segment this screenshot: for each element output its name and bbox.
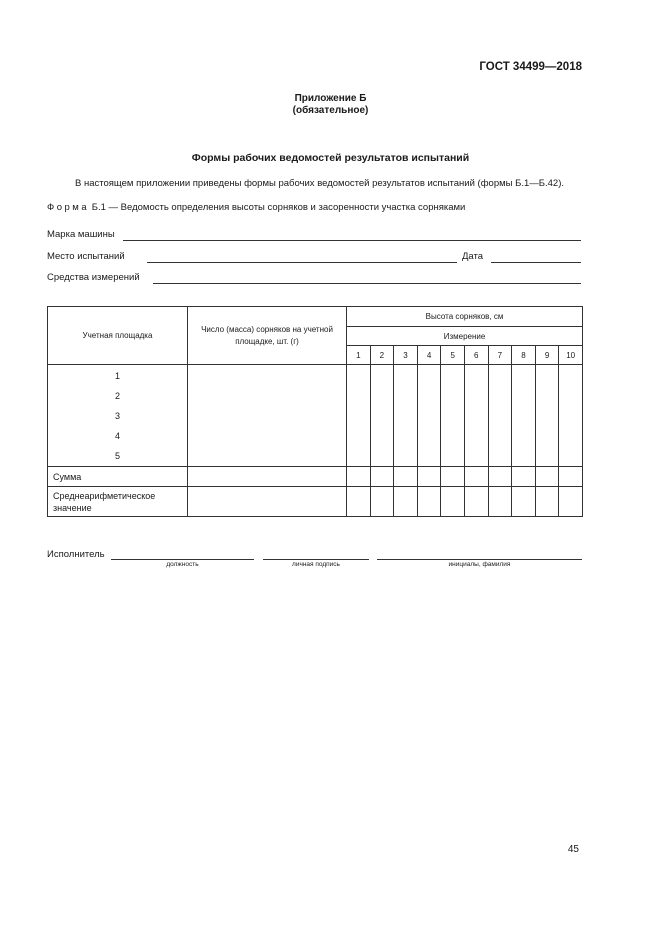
measurement-number: 8 bbox=[512, 346, 536, 365]
measurement-number: 2 bbox=[370, 346, 394, 365]
height-cell[interactable] bbox=[347, 467, 371, 487]
table-row-mean bbox=[48, 487, 583, 517]
plot-number: 5 bbox=[114, 451, 120, 461]
appendix-title: Приложение Б bbox=[294, 93, 367, 104]
plot-number: 3 bbox=[114, 411, 120, 421]
plot-number: 4 bbox=[114, 431, 120, 441]
height-cell[interactable] bbox=[417, 365, 441, 467]
measurement-number: 3 bbox=[394, 346, 418, 365]
height-cell[interactable] bbox=[347, 365, 371, 467]
appendix-status: (обязательное) bbox=[292, 105, 369, 116]
sum-label: Сумма bbox=[48, 467, 188, 487]
machine-input-line[interactable] bbox=[123, 240, 581, 241]
count-cell[interactable] bbox=[188, 467, 347, 487]
document-standard-number: ГОСТ 34499—2018 bbox=[479, 61, 582, 73]
height-cell[interactable] bbox=[347, 487, 371, 517]
height-cell[interactable] bbox=[535, 487, 559, 517]
mean-label: Среднеарифметическое значение bbox=[48, 487, 188, 517]
height-cell[interactable] bbox=[370, 365, 394, 467]
place-input-line[interactable] bbox=[147, 262, 457, 263]
height-cell[interactable] bbox=[559, 487, 583, 517]
height-cell[interactable] bbox=[559, 365, 583, 467]
height-cell[interactable] bbox=[394, 467, 418, 487]
height-cell[interactable] bbox=[417, 487, 441, 517]
position-line[interactable] bbox=[111, 559, 254, 560]
height-cell[interactable] bbox=[512, 467, 536, 487]
measurement-number: 7 bbox=[488, 346, 512, 365]
date-input-line[interactable] bbox=[491, 262, 581, 263]
height-cell[interactable] bbox=[370, 467, 394, 487]
height-cell[interactable] bbox=[464, 487, 488, 517]
machine-label: Марка машины bbox=[47, 229, 115, 240]
height-cell[interactable] bbox=[394, 487, 418, 517]
height-cell[interactable] bbox=[488, 487, 512, 517]
measurement-number: 1 bbox=[347, 346, 371, 365]
instruments-label: Средства измерений bbox=[47, 272, 140, 283]
executor-label: Исполнитель bbox=[47, 549, 105, 560]
place-label: Место испытаний bbox=[47, 251, 125, 262]
height-cell[interactable] bbox=[512, 365, 536, 467]
name-line[interactable] bbox=[377, 559, 582, 560]
form-title bbox=[47, 202, 465, 213]
height-cell[interactable] bbox=[488, 467, 512, 487]
table-row-plots bbox=[48, 365, 583, 467]
table-row-sum bbox=[48, 467, 583, 487]
name-caption: инициалы, фамилия bbox=[448, 561, 511, 568]
count-cell[interactable] bbox=[188, 487, 347, 517]
page-number: 45 bbox=[567, 844, 579, 855]
weed-height-table bbox=[47, 306, 583, 517]
col-measurement-header: Измерение bbox=[347, 327, 583, 346]
signature-caption: личная подпись bbox=[292, 561, 340, 568]
height-cell[interactable] bbox=[535, 467, 559, 487]
intro-paragraph: В настоящем приложении приведены формы рабочих ведомостей результатов испытаний (формы Б.1—Б.42). bbox=[75, 178, 565, 189]
height-cell[interactable] bbox=[535, 365, 559, 467]
date-label: Дата bbox=[462, 251, 484, 262]
height-cell[interactable] bbox=[464, 365, 488, 467]
plot-numbers-cell bbox=[48, 365, 188, 467]
col-count-header: Число (масса) сорняков на учетной площадке, шт. (г) bbox=[188, 307, 347, 365]
height-cell[interactable] bbox=[370, 487, 394, 517]
position-caption: должность bbox=[166, 561, 199, 568]
plot-number: 2 bbox=[114, 391, 120, 401]
signature-line[interactable] bbox=[263, 559, 369, 560]
form-title-text: Б.1 — Ведомость определения высоты сорняков и засоренности участка сорняками bbox=[91, 202, 466, 213]
height-cell[interactable] bbox=[417, 467, 441, 487]
measurement-number: 5 bbox=[441, 346, 465, 365]
height-cell[interactable] bbox=[512, 487, 536, 517]
height-cell[interactable] bbox=[464, 467, 488, 487]
height-cell[interactable] bbox=[394, 365, 418, 467]
plot-number: 1 bbox=[114, 371, 120, 381]
col-plot-header: Учетная площадка bbox=[48, 307, 188, 365]
section-heading: Формы рабочих ведомостей результатов испытаний bbox=[191, 152, 470, 164]
measurement-number: 6 bbox=[464, 346, 488, 365]
height-cell[interactable] bbox=[441, 487, 465, 517]
measurement-number: 9 bbox=[535, 346, 559, 365]
measurement-number: 10 bbox=[559, 346, 583, 365]
col-height-header: Высота сорняков, см bbox=[347, 307, 583, 327]
count-cell[interactable] bbox=[188, 365, 347, 467]
height-cell[interactable] bbox=[559, 467, 583, 487]
form-label: Форма bbox=[47, 202, 90, 213]
height-cell[interactable] bbox=[441, 467, 465, 487]
measurement-number: 4 bbox=[417, 346, 441, 365]
instruments-input-line[interactable] bbox=[153, 283, 581, 284]
height-cell[interactable] bbox=[441, 365, 465, 467]
height-cell[interactable] bbox=[488, 365, 512, 467]
